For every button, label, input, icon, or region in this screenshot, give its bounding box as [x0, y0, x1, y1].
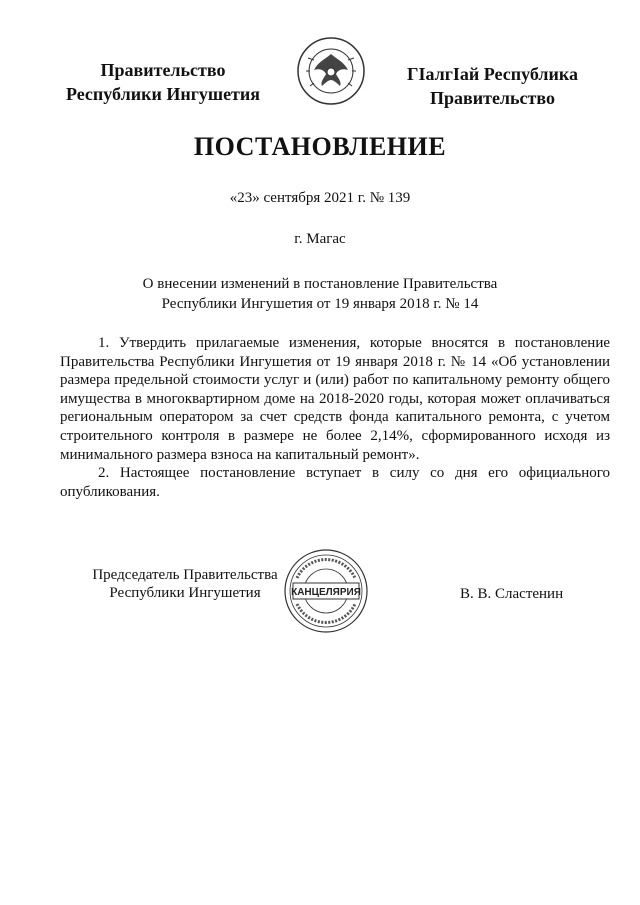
document-date: «23» сентября 2021 г. № 139 [229, 190, 411, 206]
signatory-name: В. В. Сластенин [460, 586, 564, 602]
document-title: ПОСТАНОВЛЕНИЕ [193, 132, 447, 161]
header-left-line1: Правительство [100, 60, 226, 80]
official-stamp-seal-icon [283, 548, 369, 634]
stamp-text: КАНЦЕЛЯРИЯ [291, 587, 361, 598]
document-city: г. Магас [294, 231, 346, 247]
subject-line1: О внесении изменений в постановление Правительства [142, 276, 498, 292]
paragraph-1: 1. Утвердить прилагаемые изменения, которые вносятся в постановление Правительства Республики Ингушетия от 19 января 2018 г. № 14 «Об установлении размера предельной стоимости услуг и (или) работ по капитальному ремонту общего имущества в многоквартирном доме на 2018-2020 годы, которая может оплачиваться региональным оператором за счет средств фонда капитального ремонта, с учетом строительного контроля в размере не более 2,14%, сформированного исходя из минимального размера взноса на капитальный ремонт». [60, 335, 610, 463]
header-left [58, 58, 268, 106]
paragraph-2: 2. Настоящее постановление вступает в силу со дня его официального опубликования. [60, 465, 610, 500]
signatory-position-line1: Председатель Правительства [92, 567, 278, 583]
header-right [390, 62, 595, 110]
signatory-position-line2: Республики Ингушетия [109, 585, 261, 601]
signatory-position [90, 566, 280, 602]
document-subject [80, 274, 560, 314]
coat-of-arms-emblem-icon [296, 36, 366, 106]
header-right-line2: Правительство [430, 88, 555, 108]
document-body [60, 334, 610, 501]
header-left-line2: Республики Ингушетия [65, 84, 261, 104]
subject-line2: Республики Ингушетия от 19 января 2018 г. № 14 [161, 296, 479, 312]
header-right-line1: ГIалгIай Республика [407, 64, 578, 84]
